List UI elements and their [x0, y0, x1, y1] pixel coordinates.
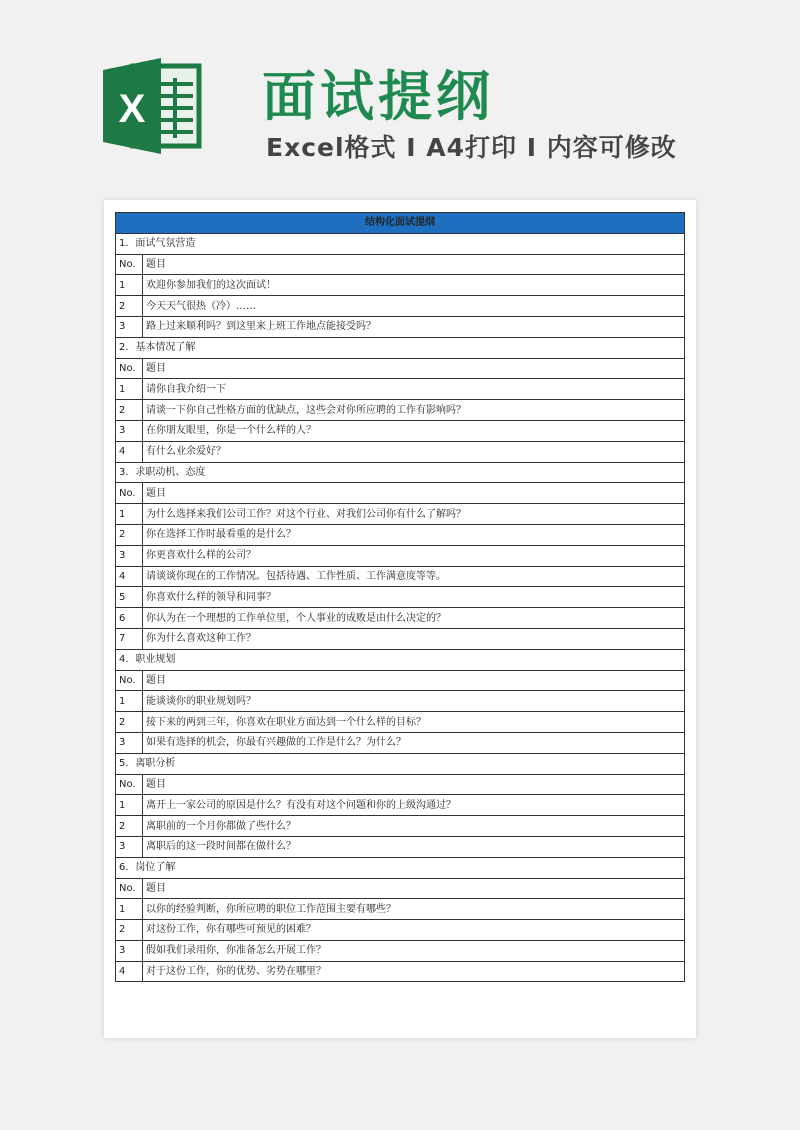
question-number: 1 [116, 379, 143, 400]
question-text: 你更喜欢什么样的公司？ [143, 545, 685, 566]
question-row [116, 836, 685, 857]
question-number: 2 [116, 296, 143, 317]
question-row [116, 940, 685, 961]
section-title: 1．面试气氛营造 [116, 233, 685, 254]
column-header-row [116, 878, 685, 899]
question-row [116, 712, 685, 733]
question-row [116, 316, 685, 337]
question-number: 3 [116, 836, 143, 857]
question-row [116, 545, 685, 566]
question-text: 能谈谈你的职业规划吗？ [143, 691, 685, 712]
question-text: 你认为在一个理想的工作单位里，个人事业的成败是由什么决定的？ [143, 608, 685, 629]
excel-logo-icon [103, 58, 203, 154]
logo-letter: X [118, 87, 146, 131]
question-text: 离职后的这一段时间都在做什么？ [143, 836, 685, 857]
question-column-header: 题目 [143, 254, 685, 275]
question-row [116, 296, 685, 317]
question-text: 请你自我介绍一下 [143, 379, 685, 400]
question-text: 离职前的一个月你都做了些什么？ [143, 816, 685, 837]
no-column-header: No. [116, 774, 143, 795]
question-row [116, 400, 685, 421]
table-title: 结构化面试提纲 [116, 213, 685, 234]
column-header-row [116, 358, 685, 379]
question-text: 你喜欢什么样的领导和同事？ [143, 587, 685, 608]
question-text: 请谈谈你现在的工作情况。包括待遇、工作性质、工作满意度等等。 [143, 566, 685, 587]
question-number: 2 [116, 400, 143, 421]
question-number: 3 [116, 420, 143, 441]
question-text: 假如我们录用你，你准备怎么开展工作？ [143, 940, 685, 961]
question-text: 对于这份工作，你的优势、劣势在哪里？ [143, 961, 685, 982]
question-number: 2 [116, 524, 143, 545]
question-text: 如果有选择的机会，你最有兴趣做的工作是什么？为什么？ [143, 732, 685, 753]
question-number: 4 [116, 961, 143, 982]
question-text: 在你朋友眼里，你是一个什么样的人？ [143, 420, 685, 441]
question-row [116, 920, 685, 941]
column-header-row [116, 774, 685, 795]
no-column-header: No. [116, 483, 143, 504]
question-column-header: 题目 [143, 774, 685, 795]
question-number: 1 [116, 899, 143, 920]
question-number: 3 [116, 732, 143, 753]
question-number: 3 [116, 316, 143, 337]
question-number: 2 [116, 920, 143, 941]
question-number: 1 [116, 691, 143, 712]
question-row [116, 628, 685, 649]
question-row [116, 441, 685, 462]
question-text: 你为什么喜欢这种工作？ [143, 628, 685, 649]
question-row [116, 732, 685, 753]
no-column-header: No. [116, 670, 143, 691]
question-number: 6 [116, 608, 143, 629]
section-row [116, 337, 685, 358]
question-number: 5 [116, 587, 143, 608]
question-text: 欢迎你参加我们的这次面试！ [143, 275, 685, 296]
question-row [116, 691, 685, 712]
question-number: 1 [116, 504, 143, 525]
question-text: 路上过来顺利吗？到这里来上班工作地点能接受吗？ [143, 316, 685, 337]
question-column-header: 题目 [143, 483, 685, 504]
question-number: 3 [116, 545, 143, 566]
question-row [116, 587, 685, 608]
no-column-header: No. [116, 878, 143, 899]
question-number: 7 [116, 628, 143, 649]
page-subtitle: Excel格式 I A4打印 I 内容可修改 [266, 133, 677, 162]
column-header-row [116, 483, 685, 504]
section-row [116, 462, 685, 483]
question-text: 接下来的两到三年，你喜欢在职业方面达到一个什么样的目标？ [143, 712, 685, 733]
no-column-header: No. [116, 254, 143, 275]
question-number: 4 [116, 441, 143, 462]
question-number: 3 [116, 940, 143, 961]
question-text: 以你的经验判断，你所应聘的职位工作范围主要有哪些？ [143, 899, 685, 920]
question-text: 离开上一家公司的原因是什么？有没有对这个问题和你的上级沟通过？ [143, 795, 685, 816]
question-number: 2 [116, 816, 143, 837]
page-title: 面试提纲 [262, 65, 494, 128]
column-header-row [116, 670, 685, 691]
section-row [116, 857, 685, 878]
no-column-header: No. [116, 358, 143, 379]
question-row [116, 961, 685, 982]
question-column-header: 题目 [143, 670, 685, 691]
question-text: 请谈一下你自己性格方面的优缺点，这些会对你所应聘的工作有影响吗？ [143, 400, 685, 421]
question-row [116, 608, 685, 629]
question-text: 今天天气很热（冷）…… [143, 296, 685, 317]
interview-outline-table [115, 212, 685, 982]
question-row [116, 504, 685, 525]
section-row [116, 233, 685, 254]
section-row [116, 649, 685, 670]
question-column-header: 题目 [143, 878, 685, 899]
question-row [116, 816, 685, 837]
question-number: 1 [116, 275, 143, 296]
column-header-row [116, 254, 685, 275]
question-row [116, 420, 685, 441]
section-title: 5．离职分析 [116, 753, 685, 774]
question-column-header: 题目 [143, 358, 685, 379]
section-title: 2．基本情况了解 [116, 337, 685, 358]
section-title: 6．岗位了解 [116, 857, 685, 878]
header [0, 0, 800, 200]
document-sheet [104, 200, 696, 1038]
question-row [116, 899, 685, 920]
question-text: 为什么选择来我们公司工作？对这个行业、对我们公司你有什么了解吗？ [143, 504, 685, 525]
question-row [116, 566, 685, 587]
section-row [116, 753, 685, 774]
question-text: 对这份工作，你有哪些可预见的困难？ [143, 920, 685, 941]
question-row [116, 524, 685, 545]
question-number: 2 [116, 712, 143, 733]
question-row [116, 795, 685, 816]
question-row [116, 379, 685, 400]
question-number: 4 [116, 566, 143, 587]
question-number: 1 [116, 795, 143, 816]
question-text: 你在选择工作时最看重的是什么？ [143, 524, 685, 545]
table-title-row [116, 213, 685, 234]
question-row [116, 275, 685, 296]
section-title: 4．职业规划 [116, 649, 685, 670]
question-text: 有什么业余爱好？ [143, 441, 685, 462]
section-title: 3．求职动机、态度 [116, 462, 685, 483]
